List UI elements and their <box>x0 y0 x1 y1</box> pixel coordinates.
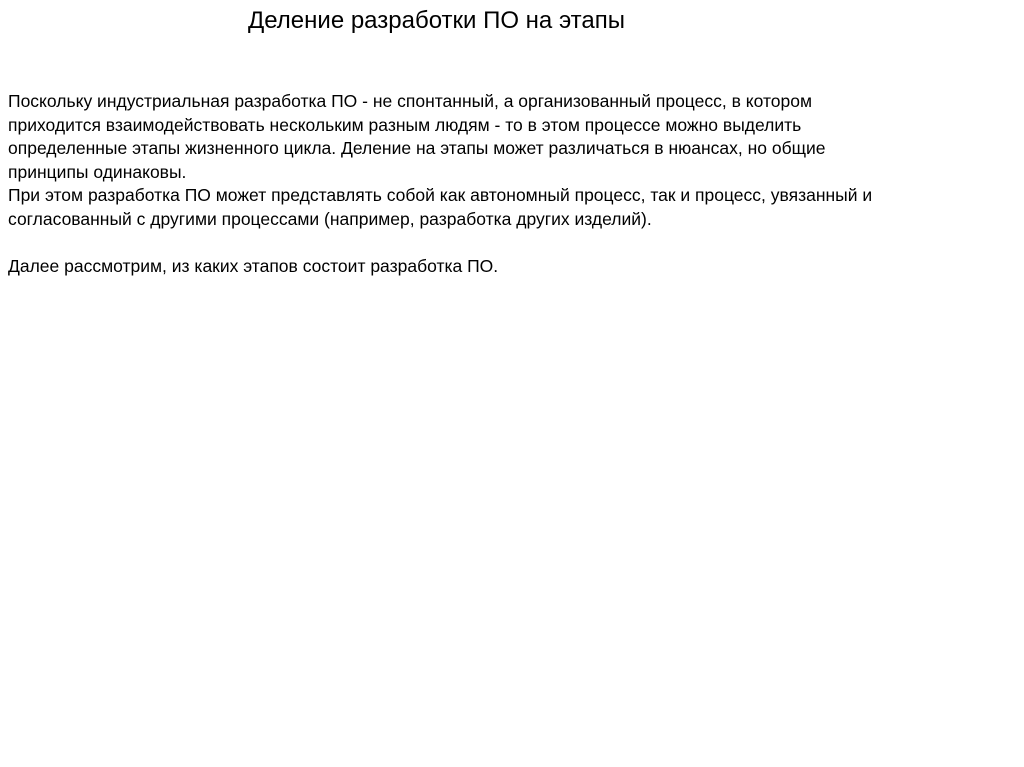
text-line: согласованный с другими процессами (например, разработка других изделий). <box>8 208 652 229</box>
text-line: определенные этапы жизненного цикла. Деление на этапы может различаться в нюансах, но общие <box>8 138 826 158</box>
text-line: Поскольку индустриальная разработка ПО - не спонтанный, а организованный процесс, в котором <box>8 91 812 111</box>
text-line: При этом разработка ПО может представлять собой как автономный процесс, так и процесс, увязанный и <box>8 185 873 205</box>
slide-title: Деление разработки ПО на этапы <box>248 7 625 34</box>
paragraph-next <box>8 255 1008 279</box>
paragraph-process <box>8 184 1008 231</box>
slide-body <box>8 90 1008 278</box>
text-line: принципы одинаковы. <box>8 161 187 182</box>
paragraph-intro <box>8 90 1008 184</box>
text-line: Далее рассмотрим, из каких этапов состоит разработка ПО. <box>8 255 499 276</box>
text-line: приходится взаимодействовать нескольким разным людям - то в этом процессе можно выделить <box>8 114 802 135</box>
paragraph-spacer <box>8 231 1008 255</box>
